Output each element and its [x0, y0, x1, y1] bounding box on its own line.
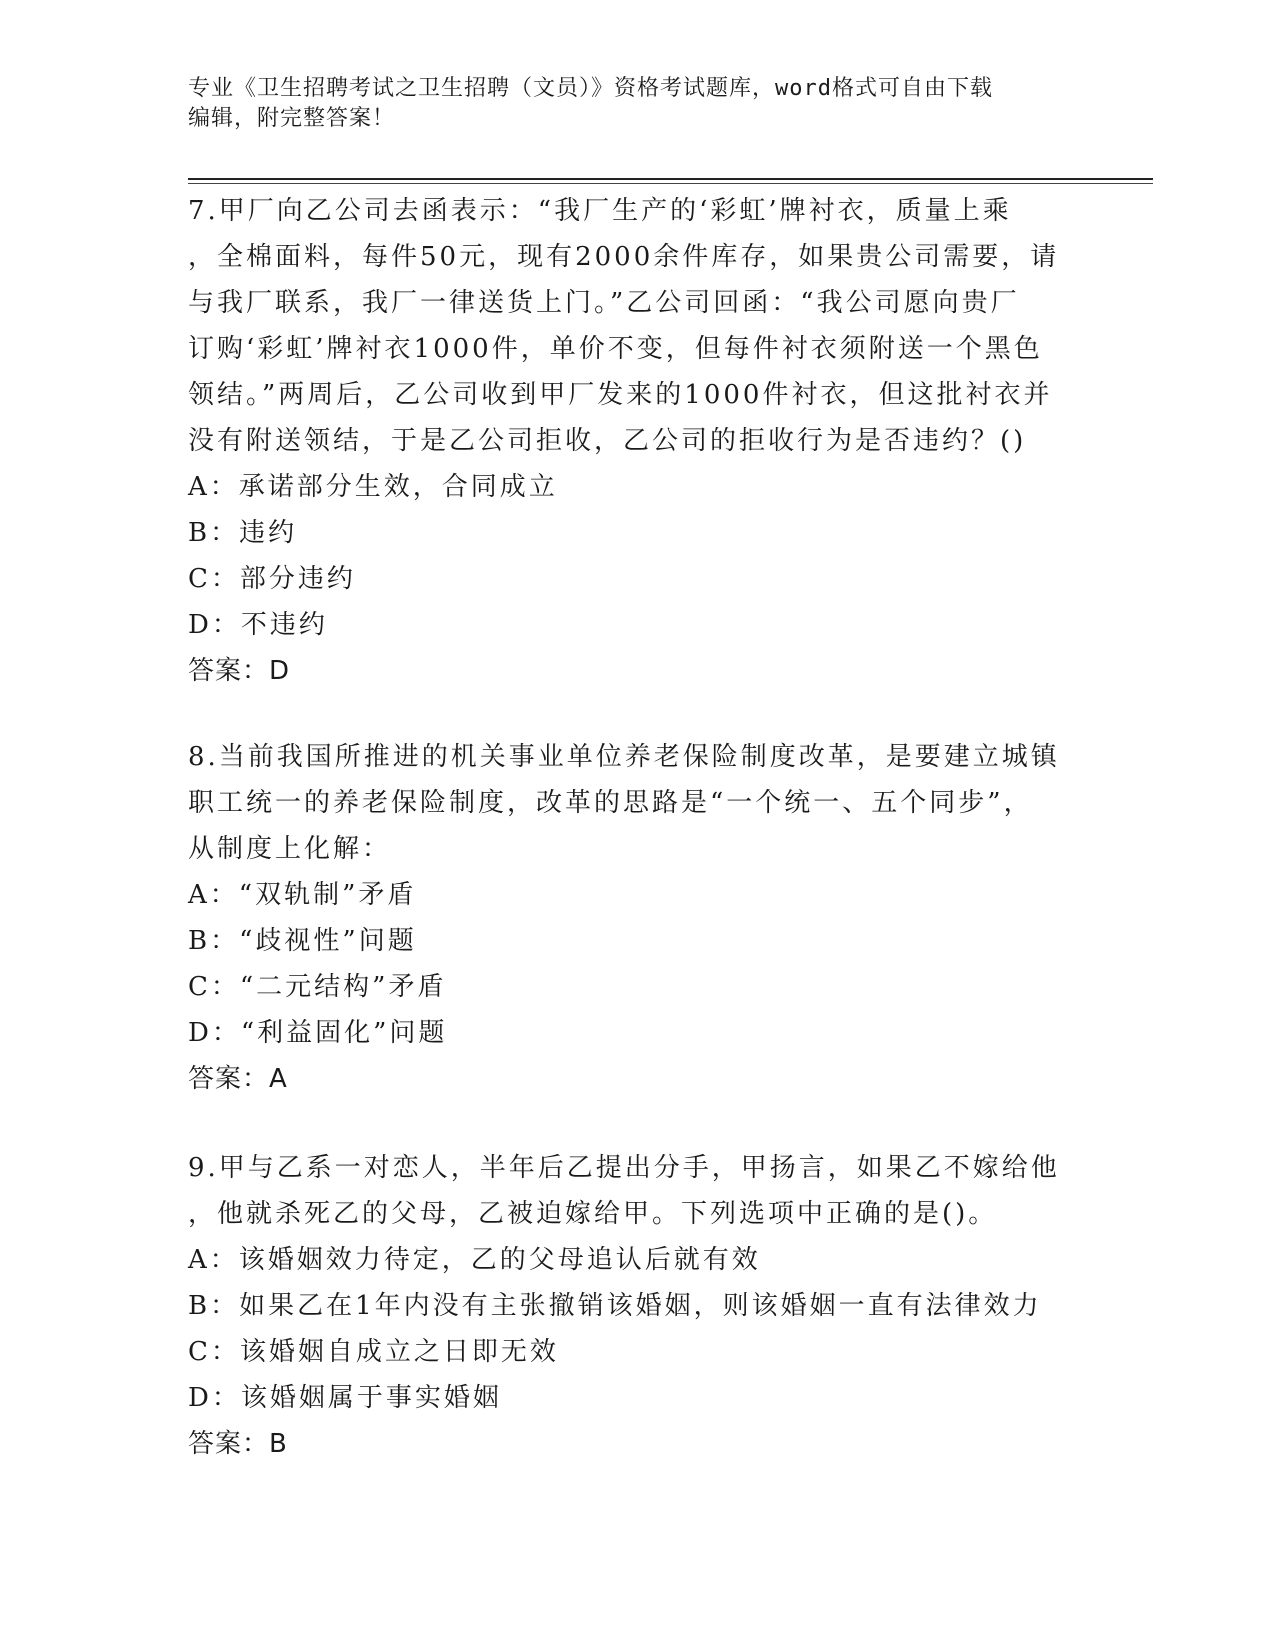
question-text: 领结。”两周后，乙公司收到甲厂发来的1000件衬衣，但这批衬衣并: [188, 380, 1053, 410]
option-a: A：“双轨制”矛盾: [188, 880, 417, 910]
option-c: C：“二元结构”矛盾: [188, 972, 447, 1002]
document-header: [188, 74, 1088, 134]
option-b: B：如果乙在1年内没有主张撤销该婚姻，则该婚姻一直有法律效力: [188, 1291, 1042, 1321]
question-text: 没有附送领结，于是乙公司拒收，乙公司的拒收行为是否违约？(): [188, 426, 1027, 456]
header-divider: [188, 178, 1153, 180]
option-c: C：该婚姻自成立之日即无效: [188, 1337, 559, 1367]
question-text: 职工统一的养老保险制度，改革的思路是“一个统一、五个同步”，: [188, 788, 1033, 818]
header-divider-thin: [188, 183, 1153, 184]
option-d: D：不违约: [188, 610, 328, 640]
question-7: [188, 188, 1088, 694]
question-text: 8.当前我国所推进的机关事业单位养老保险制度改革，是要建立城镇: [188, 742, 1060, 772]
option-c: C：部分违约: [188, 564, 356, 594]
header-line: 编辑，附完整答案！: [188, 106, 396, 131]
question-text: ，他就杀死乙的父母，乙被迫嫁给甲。下列选项中正确的是()。: [188, 1199, 998, 1229]
header-line: 专业《卫生招聘考试之卫生招聘（文员）》资格考试题库，word格式可自由下载: [188, 76, 993, 101]
option-d: D：“利益固化”问题: [188, 1018, 448, 1048]
question-text: 订购‘彩虹’牌衬衣1000件，单价不变，但每件衬衣须附送一个黑色: [188, 334, 1043, 364]
question-9: [188, 1145, 1088, 1467]
answer: 答案：B: [188, 1429, 288, 1459]
question-text: 从制度上化解：: [188, 834, 392, 864]
option-d: D：该婚姻属于事实婚姻: [188, 1383, 502, 1413]
question-text: 7.甲厂向乙公司去函表示：“我厂生产的‘彩虹’牌衬衣，质量上乘: [188, 196, 1012, 226]
option-b: B：“歧视性”问题: [188, 926, 417, 956]
answer: 答案：A: [188, 1064, 288, 1094]
option-a: A：承诺部分生效，合同成立: [188, 472, 558, 502]
option-b: B：违约: [188, 518, 298, 548]
answer: 答案：D: [188, 656, 291, 686]
question-8: [188, 734, 1088, 1102]
question-text: 与我厂联系，我厂一律送货上门。”乙公司回函：“我公司愿向贵厂: [188, 288, 1020, 318]
option-a: A：该婚姻效力待定，乙的父母追认后就有效: [188, 1245, 761, 1275]
question-text: ，全棉面料，每件50元，现有2000余件库存，如果贵公司需要，请: [188, 242, 1060, 272]
question-text: 9.甲与乙系一对恋人，半年后乙提出分手，甲扬言，如果乙不嫁给他: [188, 1153, 1060, 1183]
